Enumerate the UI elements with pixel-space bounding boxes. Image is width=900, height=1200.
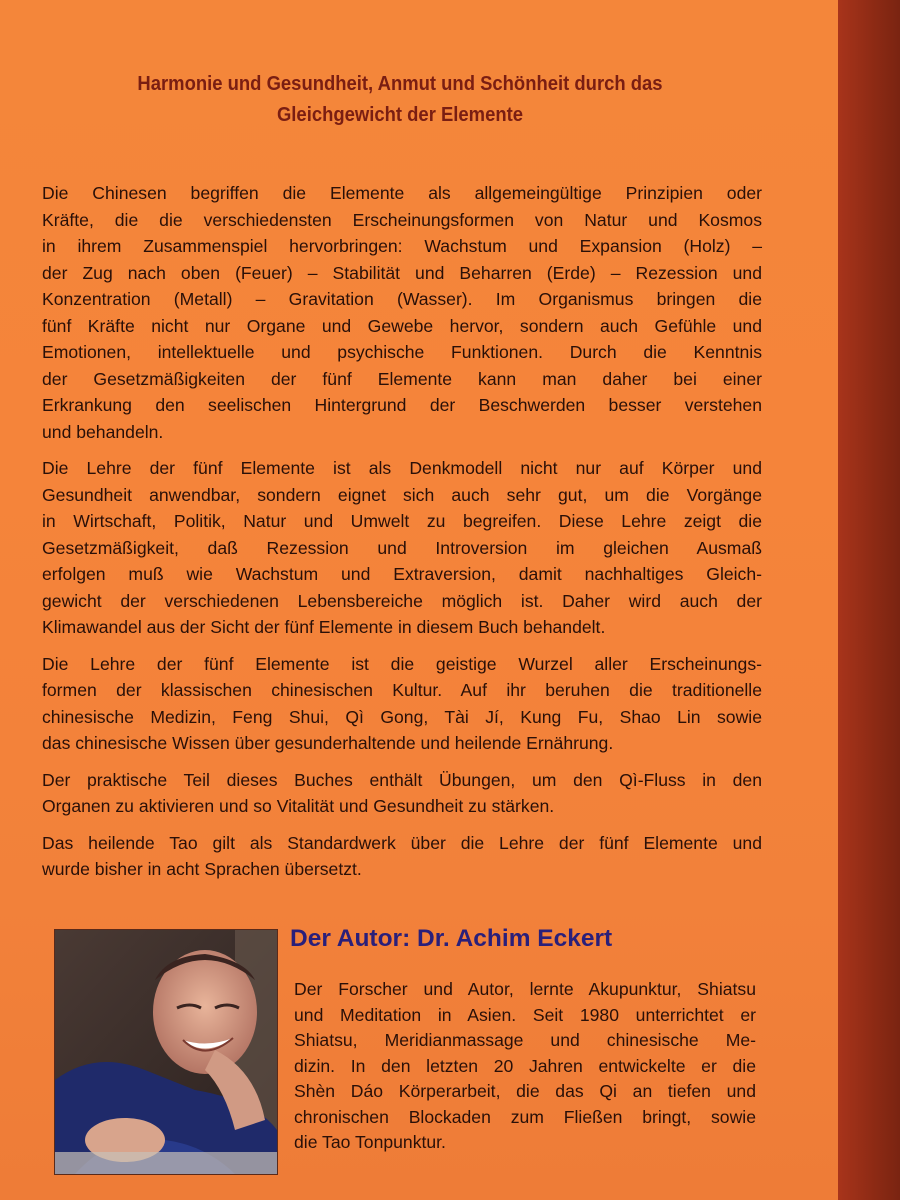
bio-line: dizin. In den letzten 20 Jahren entwickelte er die: [294, 1055, 756, 1076]
text-line: gewicht der verschiedenen Lebensbereiche möglich ist. Daher wird auch der: [42, 590, 762, 611]
blurb-text: [42, 180, 762, 893]
author-photo: [55, 930, 277, 1174]
bio-line: Shèn Dáo Körperarbeit, die das Qi an tiefen und: [294, 1081, 756, 1101]
bio-line: Der Forscher und Autor, lernte Akupunktur, Shiatsu: [294, 979, 756, 999]
blurb-paragraph: [42, 180, 762, 445]
text-line: Gesetzmäßigkeit, daß Rezession und Introversion im gleichen Ausmaß: [42, 537, 762, 558]
text-line: das chinesische Wissen über gesunderhaltende und heilende Ernährung.: [42, 733, 614, 753]
book-spine: [838, 0, 900, 1200]
author-heading: Der Autor: Dr. Achim Eckert: [290, 925, 613, 952]
cover-headline: [76, 68, 724, 130]
bio-line: und Meditation in Asien. Seit 1980 unterrichtet er: [294, 1004, 756, 1025]
text-line: Konzentration (Metall) – Gravitation (Wasser). Im Organismus bringen die: [42, 289, 762, 309]
text-line: Die Lehre der fünf Elemente ist die geistige Wurzel aller Erscheinungs-: [42, 653, 762, 674]
bio-line: chronischen Blockaden zum Fließen bringt, sowie: [294, 1106, 756, 1127]
text-line: formen der klassischen chinesischen Kultur. Auf ihr beruhen die traditionelle: [42, 680, 762, 700]
blurb-paragraph: [42, 651, 762, 757]
blurb-paragraph: [42, 767, 762, 820]
text-line: und behandeln.: [42, 421, 164, 442]
text-line: Erkrankung den seelischen Hintergrund der Beschwerden besser verstehen: [42, 395, 762, 415]
text-line: Emotionen, intellektuelle und psychische Funktionen. Durch die Kenntnis: [42, 342, 762, 362]
bio-line: die Tao Tonpunktur.: [294, 1132, 446, 1152]
author-bio: [294, 977, 756, 1156]
text-line: Der praktische Teil dieses Buches enthält Übungen, um den Qì-Fluss in den: [42, 769, 762, 790]
text-line: Das heilende Tao gilt als Standardwerk über die Lehre der fünf Elemente und: [42, 832, 762, 853]
text-line: Gesundheit anwendbar, sondern eignet sich auch sehr gut, um die Vorgänge: [42, 484, 762, 505]
text-line: fünf Kräfte nicht nur Organe und Gewebe hervor, sondern auch Gefühle und: [42, 315, 762, 336]
text-line: chinesische Medizin, Feng Shui, Qì Gong, Tài Jí, Kung Fu, Shao Lin sowie: [42, 706, 762, 727]
text-line: der Zug nach oben (Feuer) – Stabilität und Beharren (Erde) – Rezession und: [42, 262, 762, 283]
text-line: Die Chinesen begriffen die Elemente als allgemeingültige Prinzipien oder: [42, 183, 762, 203]
text-line: Die Lehre der fünf Elemente ist als Denkmodell nicht nur auf Körper und: [42, 458, 762, 478]
text-line: erfolgen muß wie Wachstum und Extraversion, damit nachhaltiges Gleich-: [42, 564, 762, 584]
text-line: wurde bisher in acht Sprachen übersetzt.: [42, 859, 362, 879]
bio-line: Shiatsu, Meridianmassage und chinesische Me-: [294, 1030, 756, 1050]
headline-line: Harmonie und Gesundheit, Anmut und Schönheit durch das: [137, 72, 663, 95]
headline-line: Gleichgewicht der Elemente: [276, 103, 524, 126]
blurb-paragraph: [42, 455, 762, 641]
blurb-paragraph: [42, 830, 762, 883]
text-line: der Gesetzmäßigkeiten der fünf Elemente kann man daher bei einer: [42, 368, 762, 389]
author-portrait-image: [55, 930, 277, 1174]
text-line: in Wirtschaft, Politik, Natur und Umwelt zu begreifen. Diese Lehre zeigt die: [42, 511, 762, 531]
text-line: Kräfte, die die verschiedensten Erscheinungsformen von Natur und Kosmos: [42, 209, 762, 230]
text-line: in ihrem Zusammenspiel hervorbringen: Wachstum und Expansion (Holz) –: [42, 236, 762, 256]
text-line: Klimawandel aus der Sicht der fünf Elemente in diesem Buch behandelt.: [42, 617, 606, 637]
text-line: Organen zu aktivieren und so Vitalität und Gesundheit zu stärken.: [42, 796, 555, 816]
